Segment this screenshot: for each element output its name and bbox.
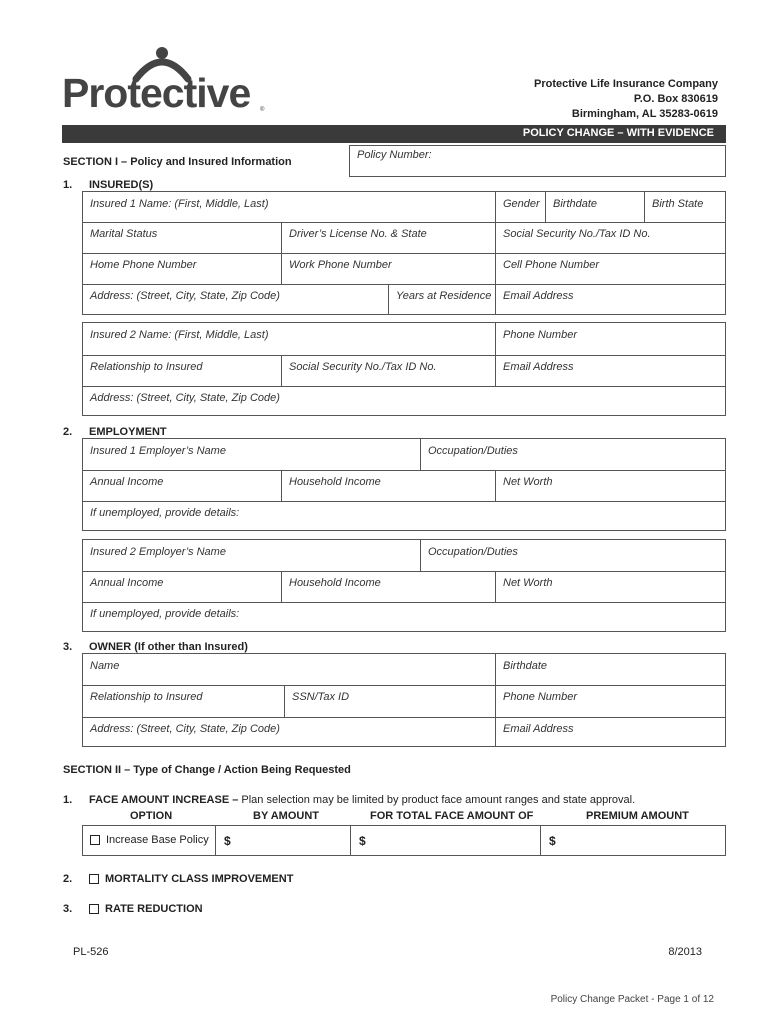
- registered-mark: ®: [260, 107, 265, 113]
- owner-ssn-field[interactable]: SSN/Tax ID: [284, 685, 495, 717]
- employment1-row-employer: [83, 439, 725, 471]
- insured2-ssn-field[interactable]: Social Security No./Tax ID No.: [281, 355, 495, 386]
- household-income1-field[interactable]: Household Income: [281, 470, 495, 501]
- net-worth2-field[interactable]: Net Worth: [495, 571, 725, 602]
- years-at-residence-field[interactable]: Years at Residence: [388, 284, 495, 314]
- form-date: 8/2013: [668, 946, 702, 958]
- face-increase-heading: FACE AMOUNT INCREASE –: [89, 794, 239, 806]
- insured1-row-marital: [83, 222, 725, 254]
- form-title: POLICY CHANGE – WITH EVIDENCE: [522, 127, 714, 139]
- insured1-birthstate-field[interactable]: Birth State: [644, 192, 725, 222]
- owner-relationship-field[interactable]: Relationship to Insured: [90, 691, 203, 703]
- owner-address-field[interactable]: Address: (Street, City, State, Zip Code): [90, 723, 280, 735]
- insured1-ssn-field[interactable]: Social Security No./Tax ID No.: [495, 222, 725, 253]
- face-increase-table: [82, 825, 726, 856]
- col-total-face: FOR TOTAL FACE AMOUNT OF: [370, 810, 534, 822]
- company-logo: [62, 42, 272, 118]
- occupation1-field[interactable]: Occupation/Duties: [420, 439, 725, 470]
- increase-base-policy-checkbox[interactable]: [90, 835, 100, 845]
- by-amount-dollar: $: [224, 834, 231, 848]
- employment2-row-income: [83, 571, 725, 603]
- annual-income1-field[interactable]: Annual Income: [90, 476, 164, 488]
- mortality-checkbox[interactable]: [89, 874, 99, 884]
- insured2-relationship-field[interactable]: Relationship to Insured: [90, 361, 203, 373]
- section1-title: SECTION I – Policy and Insured Information: [63, 156, 292, 168]
- form-id: PL-526: [73, 946, 109, 958]
- increase-base-policy-option[interactable]: [83, 826, 215, 855]
- drivers-license-field[interactable]: Driver’s License No. & State: [281, 222, 495, 253]
- insured1-row-name: [83, 192, 725, 223]
- col-option: OPTION: [130, 810, 173, 822]
- insured1-row-address: [83, 284, 725, 314]
- unemployed1-details-field[interactable]: If unemployed, provide details:: [90, 507, 240, 519]
- col-by-amount: BY AMOUNT: [253, 810, 319, 822]
- insured2-phone-field[interactable]: Phone Number: [495, 323, 725, 355]
- owner-heading: OWNER (If other than Insured): [89, 641, 248, 653]
- insured1-address-field[interactable]: Address: (Street, City, State, Zip Code): [90, 290, 280, 302]
- employment2-row-unemployed: [83, 602, 725, 631]
- insured2-row-relationship: [83, 355, 725, 387]
- insured2-email-field[interactable]: Email Address: [495, 355, 725, 386]
- employment-heading: EMPLOYMENT: [89, 426, 167, 438]
- company-address: [534, 77, 718, 122]
- mortality-option[interactable]: [89, 873, 293, 885]
- annual-income2-field[interactable]: Annual Income: [90, 577, 164, 589]
- employment2-row-employer: [83, 540, 725, 572]
- employment1-row-income: [83, 470, 725, 502]
- owner-row-name: [83, 654, 725, 686]
- insured2-address-field[interactable]: Address: (Street, City, State, Zip Code): [90, 392, 280, 404]
- insured-heading: INSURED(S): [89, 179, 154, 191]
- col-premium: PREMIUM AMOUNT: [586, 810, 689, 822]
- logo-wordmark: Protective: [62, 70, 251, 116]
- employer2-name-field[interactable]: Insured 2 Employer’s Name: [90, 546, 226, 558]
- insured-number: 1.: [63, 179, 73, 191]
- face-increase-line: [89, 794, 635, 806]
- company-pobox: P.O. Box 830619: [633, 93, 718, 105]
- insured2-row-name: [83, 323, 725, 356]
- owner-row-relationship: [83, 685, 725, 718]
- by-amount-field[interactable]: [215, 826, 350, 855]
- mortality-number: 2.: [63, 873, 73, 885]
- rate-label: RATE REDUCTION: [105, 903, 203, 915]
- employer1-name-field[interactable]: Insured 1 Employer’s Name: [90, 445, 226, 457]
- work-phone-field[interactable]: Work Phone Number: [281, 253, 495, 284]
- employment1-row-unemployed: [83, 501, 725, 530]
- marital-status-field[interactable]: Marital Status: [90, 228, 158, 240]
- policy-number-label: Policy Number:: [357, 149, 432, 161]
- rate-number: 3.: [63, 903, 73, 915]
- insured1-name-field[interactable]: Insured 1 Name: (First, Middle, Last): [90, 198, 269, 210]
- owner-birthdate-field[interactable]: Birthdate: [495, 654, 725, 685]
- page-number: Policy Change Packet - Page 1 of 12: [550, 994, 714, 1005]
- insured2-row-address: [83, 386, 725, 415]
- cell-phone-field[interactable]: Cell Phone Number: [495, 253, 725, 284]
- premium-dollar: $: [549, 834, 556, 848]
- company-name: Protective Life Insurance Company: [534, 78, 718, 90]
- insured1-row-phones: [83, 253, 725, 285]
- employment2-table: [82, 539, 726, 632]
- employment1-table: [82, 438, 726, 531]
- owner-table: [82, 653, 726, 747]
- insured1-email-field[interactable]: Email Address: [495, 284, 725, 314]
- occupation2-field[interactable]: Occupation/Duties: [420, 540, 725, 571]
- face-increase-note: Plan selection may be limited by product face amount ranges and state approval.: [241, 794, 636, 806]
- form-title-bar: [62, 125, 726, 143]
- owner-name-field[interactable]: Name: [90, 660, 120, 672]
- policy-number-field[interactable]: [349, 145, 726, 177]
- owner-phone-field[interactable]: Phone Number: [495, 685, 725, 717]
- company-city: Birmingham, AL 35283-0619: [571, 108, 718, 120]
- unemployed2-details-field[interactable]: If unemployed, provide details:: [90, 608, 240, 620]
- mortality-label: MORTALITY CLASS IMPROVEMENT: [105, 873, 294, 885]
- rate-option[interactable]: [89, 903, 203, 915]
- rate-checkbox[interactable]: [89, 904, 99, 914]
- insured1-gender-field[interactable]: Gender: [495, 192, 545, 222]
- home-phone-field[interactable]: Home Phone Number: [90, 259, 197, 271]
- premium-amount-field[interactable]: [540, 826, 725, 855]
- total-face-dollar: $: [359, 834, 366, 848]
- increase-base-policy-label: Increase Base Policy: [106, 834, 209, 846]
- insured1-birthdate-field[interactable]: Birthdate: [545, 192, 644, 222]
- owner-number: 3.: [63, 641, 73, 653]
- insured2-name-field[interactable]: Insured 2 Name: (First, Middle, Last): [90, 329, 269, 341]
- total-face-field[interactable]: [350, 826, 540, 855]
- insured1-table: [82, 191, 726, 315]
- employment-number: 2.: [63, 426, 73, 438]
- section2-title: SECTION II – Type of Change / Action Being Requested: [63, 764, 351, 776]
- owner-email-field[interactable]: Email Address: [495, 717, 725, 746]
- insured2-table: [82, 322, 726, 416]
- household-income2-field[interactable]: Household Income: [281, 571, 495, 602]
- face-increase-number: 1.: [63, 794, 73, 806]
- net-worth1-field[interactable]: Net Worth: [495, 470, 725, 501]
- owner-row-address: [83, 717, 725, 746]
